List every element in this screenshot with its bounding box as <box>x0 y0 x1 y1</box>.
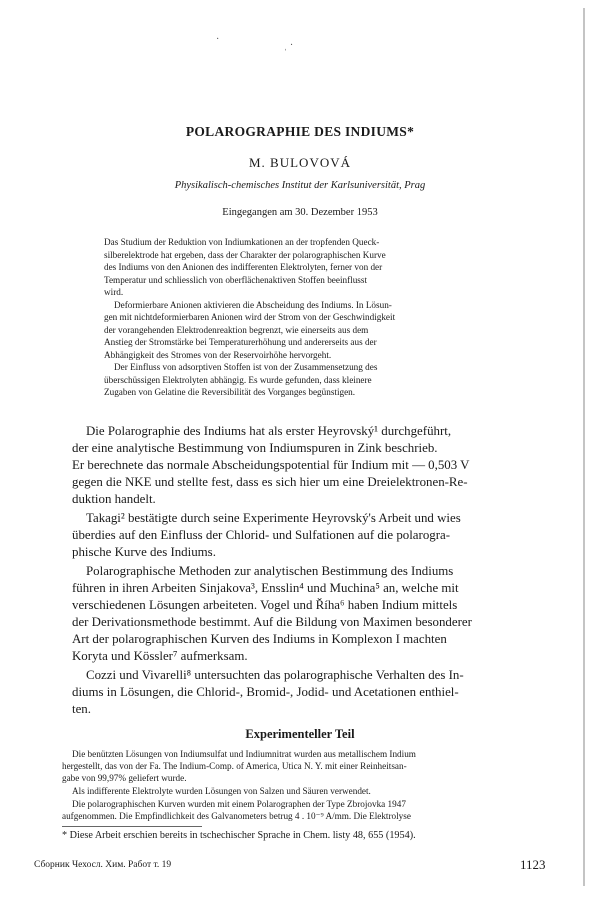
body-line: diums in Lösungen, die Chlorid-, Bromid-, Jodid- und Acetationen enthiel- <box>72 685 459 699</box>
experimental-line: Die benützten Lösungen von Indiumsulfat und Indiumnitrat wurden aus metallischem Indium <box>72 749 416 759</box>
page-number: 1123 <box>520 857 546 872</box>
abstract-line: Deformierbare Anionen aktivieren die Abscheidung des Indiums. In Lösun- <box>114 299 392 310</box>
abstract-line: gen mit nichtdeformierbaren Anionen wird der Strom von der Geschwindigkeit <box>104 312 396 322</box>
abstract-line: silberelektrode hat ergeben, dass der Charakter der polarographischen Kurve <box>104 249 386 260</box>
body-line: der Derivationsmethode bestimmt. Auf die Bildung von Maximen besonderer <box>72 615 472 629</box>
body-line: Polarographische Methoden zur analytischen Bestimmung des Indiums <box>86 564 454 578</box>
body-line: duktion handelt. <box>72 492 156 506</box>
paper-title: POLAROGRAPHIE DES INDIUMS* <box>185 124 415 139</box>
abstract-line: Das Studium der Reduktion von Indiumkationen an der tropfenden Queck- <box>104 237 380 247</box>
scan-speck: ˌ · <box>284 40 294 51</box>
body-line: Er berechnete das normale Abscheidungspotential für Indium mit — 0,503 V <box>72 458 470 472</box>
experimental-line: hergestellt, das von der Fa. The Indium-Comp. of America, Utica N. Y. mit einer Reinheitsan- <box>62 761 407 771</box>
body-line: führen in ihren Arbeiten Sinjakova³, Ensslin⁴ und Muchina⁵ an, welche mit <box>72 581 459 595</box>
institution: Physikalisch-chemisches Institut der Karlsuniversität, Prag <box>174 180 426 191</box>
body-line: Koryta und Kössler⁷ aufmerksam. <box>72 649 248 663</box>
author-name: M. BULOVOVÁ <box>249 155 351 170</box>
body-line: der eine analytische Bestimmung von Indiumspuren in Zink beschrieb. <box>72 441 438 455</box>
abstract-line: Zugaben von Gelatine die Reversibilität des Vorganges begünstigen. <box>104 387 356 397</box>
abstract-line: des Indiums von den Anionen des indifferenten Elektrolyten, ferner von der <box>104 262 383 272</box>
abstract-line: überschüssigen Elektrolyten abhängig. Es wurde gefunden, dass kleinere <box>104 374 372 385</box>
body-line: gegen die NKE und stellte fest, dass es sich hier um eine Dreielektronen-Re- <box>72 475 468 489</box>
body-line: Die Polarographie des Indiums hat als erster Heyrovský¹ durchgeführt, <box>86 424 452 438</box>
body-line: Cozzi und Vivarelli⁸ untersuchten das polarographische Verhalten des In- <box>86 668 464 682</box>
abstract-line: Temperatur und schliesslich von oberflächenaktiven Stoffen beeinflusst <box>104 274 367 285</box>
experimental-line: Als indifferente Elektrolyte wurden Lösungen von Salzen und Säuren verwendet. <box>72 786 371 796</box>
section-heading: Experimenteller Teil <box>245 727 355 741</box>
body-line: überdies auf den Einfluss der Chlorid- und Sulfationen auf die polarogra- <box>72 528 451 542</box>
abstract-line: der vorangehenden Elektrodenreaktion begrenzt, wie einerseits aus dem <box>104 324 369 335</box>
journal-reference: Сборник Чехосл. Хим. Работ т. 19 <box>34 860 172 870</box>
experimental-line: aufgenommen. Die Empfindlichkeit des Galvanometers betrug 4 . 10⁻⁹ A/mm. Die Elektrolyse <box>62 811 411 821</box>
body-line: ten. <box>72 702 91 716</box>
body-line: Takagi² bestätigte durch seine Experimente Heyrovský's Arbeit und wies <box>86 511 461 525</box>
experimental-line: gabe von 99,97% geliefert wurde. <box>62 773 187 783</box>
abstract-line: wird. <box>104 287 124 297</box>
abstract-line: Der Einfluss von adsorptiven Stoffen ist von der Zusammensetzung des <box>114 362 378 372</box>
body-line: verschiedenen Lösungen arbeiteten. Vogel und Říha⁶ haben Indium mittels <box>72 598 458 612</box>
footnote-rule <box>62 826 202 827</box>
body-line: Art der polarographischen Kurven des Indiums in Komplexon I machten <box>72 632 447 646</box>
footnote: * Diese Arbeit erschien bereits in tschechischer Sprache in Chem. listy 48, 655 (1954). <box>62 830 416 841</box>
abstract-line: Anstieg der Stromstärke bei Temperaturerhöhung und andererseits aus der <box>104 337 377 347</box>
scan-speck: · <box>216 34 220 45</box>
abstract-line: Abhängigkeit des Stromes von der Reservoirhöhe hervorgeht. <box>104 349 332 360</box>
experimental-line: Die polarographischen Kurven wurden mit einem Polarographen der Type Zbrojovka 1947 <box>72 799 406 809</box>
body-line: phische Kurve des Indiums. <box>72 545 216 559</box>
received-date: Eingegangen am 30. Dezember 1953 <box>222 207 378 218</box>
